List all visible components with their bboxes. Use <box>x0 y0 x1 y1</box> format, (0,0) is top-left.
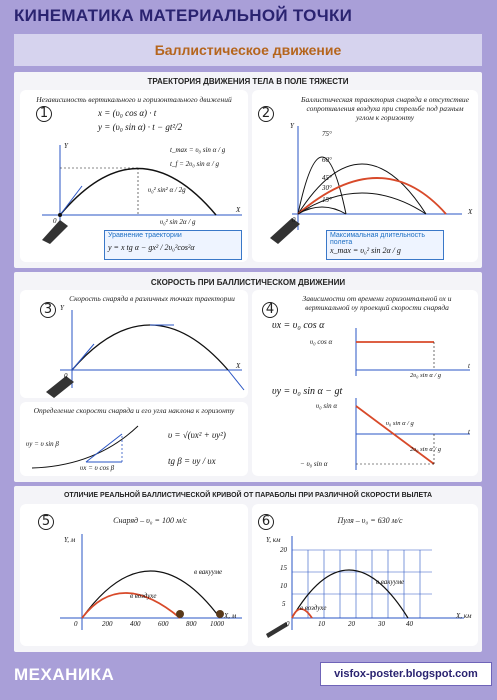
panel-2-angle-15: 15° <box>322 196 332 204</box>
panel-5-tick-1000: 1000 <box>210 620 224 628</box>
panel-6-label-air: в воздухе <box>300 604 327 612</box>
panel-1-tmax: t_max = υ₀ sin α / g <box>170 146 226 154</box>
panel-6-ytick-10: 10 <box>280 582 287 590</box>
panel-5-tick-800: 800 <box>186 620 197 628</box>
panel-2-box-equation: x_max = υ₀² sin 2α / g <box>330 246 401 255</box>
panel-4-axis-t-1: t <box>468 362 470 370</box>
section-velocity-title: СКОРОСТЬ ПРИ БАЛЛИСТИЧЕСКОМ ДВИЖЕНИИ <box>150 278 346 287</box>
panel-4-caption: Зависимости от времени горизонтальной υx и вертикальной υy проекций скорости снаряда <box>302 294 452 312</box>
panel-4-eq-vy: υy = υ₀ sin α − gt <box>272 386 343 397</box>
panel-6-origin: 0 <box>286 620 290 628</box>
panel-3b-eq-v: υ = √(υx² + υy²) <box>168 430 226 440</box>
panel-3b-caption: Определение скорости снаряда и его угла наклона к горизонту <box>33 406 235 415</box>
panel-2-angle-30: 30° <box>322 184 332 192</box>
panel-2-number: 2 <box>258 106 274 122</box>
panel-1-box-equation: y = x tg α − gx² / 2υ₀²cos²α <box>108 243 195 252</box>
panel-5-origin: 0 <box>74 620 78 628</box>
panel-4-label-tend-2: 2υ₀ sin α / g <box>410 446 442 453</box>
panel-2-origin: 0 <box>292 216 296 224</box>
panel-4-axis-t-2: t <box>468 428 470 436</box>
panel-3-axis-y: Y <box>60 304 64 312</box>
section-real-curve-title: ОТЛИЧИЕ РЕАЛЬНОЙ БАЛЛИСТИЧЕСКОЙ КРИВОЙ ОТ ПАРАБОЛЫ ПРИ РАЗЛИЧНОЙ СКОРОСТИ ВЫЛЕТА <box>63 492 433 499</box>
panel-2-angle-75: 75° <box>322 130 332 138</box>
panel-6-axis-y: Y, км <box>266 536 281 544</box>
panel-5-label-air: в воздухе <box>130 592 157 600</box>
panel-3-number: 3 <box>40 302 56 318</box>
panel-6-xtick-10: 10 <box>318 620 325 628</box>
panel-6-ytick-5: 5 <box>282 600 286 608</box>
panel-6-xtick-20: 20 <box>348 620 355 628</box>
panel-5-caption: Снаряд – υ₀ = 100 м/с <box>113 516 187 525</box>
panel-6-xtick-30: 30 <box>378 620 385 628</box>
panel-1-axis-y: Y <box>64 142 68 150</box>
panel-4-label-neg: − υ₀ sin α <box>300 460 328 468</box>
panel-1-ymax: υ₀² sin² α / 2g <box>148 186 186 194</box>
panel-6-caption: Пуля – υ₀ = 630 м/с <box>337 516 403 525</box>
panel-5-label-vacuum: в вакууме <box>194 568 223 576</box>
panel-6-number: 6 <box>258 514 274 530</box>
panel-4-eq-vx: υx = υ₀ cos α <box>272 320 325 331</box>
panel-6-ytick-15: 15 <box>280 564 287 572</box>
panel-5-tick-400: 400 <box>130 620 141 628</box>
panel-1-xf: υ₀² sin 2α / g <box>160 218 196 226</box>
panel-3b-vy: υy = υ sin β <box>26 440 59 448</box>
panel-4-label-v0sin: υ₀ sin α <box>316 402 337 410</box>
panel-1-caption: Независимость вертикального и горизонтального движений <box>36 95 232 104</box>
page-subtitle: Баллистическое движение <box>154 42 342 58</box>
panel-1-number: 1 <box>36 106 52 122</box>
footer-link[interactable]: visfox-poster.blogspot.com <box>320 662 492 686</box>
panel-1-eq-y: y = (υ₀ sin α) · t − gt²/2 <box>98 122 183 132</box>
footer-title: МЕХАНИКА <box>14 665 115 684</box>
panel-5-diagram <box>20 530 248 646</box>
panel-1-axis-x: X <box>236 206 241 214</box>
panel-4-label-v0cos: υ₀ cos α <box>310 338 333 346</box>
panel-5-tick-600: 600 <box>158 620 169 628</box>
panel-2-angle-45: 45° <box>322 174 332 182</box>
panel-2-caption: Баллистическая траектория снаряда в отсутствие сопротивления воздуха при стрельбе под разным углом к горизонту <box>301 95 469 122</box>
panel-1-origin: 0 <box>53 217 57 225</box>
panel-5-axis-x: X, м <box>224 612 237 620</box>
panel-2-angle-60: 60° <box>322 156 332 164</box>
panel-1-tf: t_f = 2υ₀ sin α / g <box>170 160 220 168</box>
panel-3-caption: Скорость снаряда в различных точках траектории <box>69 294 235 303</box>
panel-1-box-label: Уравнение траектории <box>108 232 182 239</box>
panel-3-diagram <box>20 306 248 398</box>
panel-1-eq-x: x = (υ₀ cos α) · t <box>98 108 157 118</box>
panel-2-axis-y: Y <box>290 122 294 130</box>
panel-3b-vx: υx = υ cos β <box>80 464 115 472</box>
panel-6-ytick-20: 20 <box>280 546 287 554</box>
panel-4-number: 4 <box>262 302 278 318</box>
panel-5-tick-200: 200 <box>102 620 113 628</box>
panel-3-origin: 0 <box>64 372 68 380</box>
panel-4-label-tend-1: 2υ₀ sin α / g <box>410 372 442 379</box>
panel-4-label-tmid: υ₀ sin α / g <box>386 420 414 427</box>
panel-4-chart-vx <box>300 326 476 382</box>
panel-3-axis-x: X <box>236 362 241 370</box>
page-title: КИНЕМАТИКА МАТЕРИАЛЬНОЙ ТОЧКИ <box>14 6 353 25</box>
panel-6-label-vacuum: в вакууме <box>376 578 405 586</box>
panel-5-number: 5 <box>38 514 54 530</box>
panel-3b-eq-tg: tg β = υy / υx <box>168 456 216 466</box>
panel-5-axis-y: Y, м <box>64 536 76 544</box>
panel-6-axis-x: X, км <box>456 612 472 620</box>
section-trajectory-title: ТРАЕКТОРИЯ ДВИЖЕНИЯ ТЕЛА В ПОЛЕ ТЯЖЕСТИ <box>147 77 349 86</box>
panel-2-box-label: Максимальная длительность полета <box>330 232 425 246</box>
panel-2-axis-x: X <box>468 208 473 216</box>
panel-6-xtick-40: 40 <box>406 620 413 628</box>
